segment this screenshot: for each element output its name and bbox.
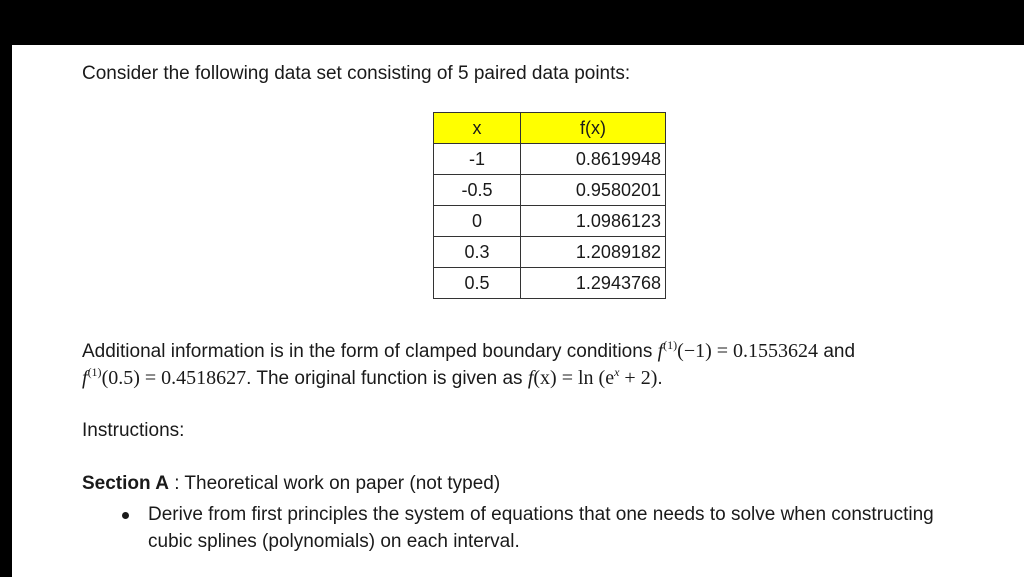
table-cell-x: 0 [434,206,521,237]
table-row [434,237,666,268]
list-item [82,501,962,555]
instructions-label: Instructions: [82,420,185,441]
table-cell-x: 0.3 [434,237,521,268]
table-cell-fx: 1.2089182 [521,237,666,268]
section-a-label: Section A [82,473,169,494]
table-row [434,175,666,206]
section-a-text: : Theoretical work on paper (not typed) [168,473,501,494]
additional-text-2: and [823,341,856,362]
additional-text-3: . The original function is given as [246,368,523,389]
additional-text-4: . [657,368,663,389]
table-row [434,144,666,175]
boundary-condition-2: $f^{(1)}(0.5) = 0.4518627$ [82,365,247,389]
table-cell-x: -1 [434,144,521,175]
table-cell-fx: 0.8619948 [521,144,666,175]
table-cell-fx: 1.2943768 [521,268,666,299]
table-cell-x: -0.5 [434,175,521,206]
table-cell-fx: 1.0986123 [521,206,666,237]
boundary-conditions-paragraph [82,338,1018,392]
table-header-row [434,113,666,144]
column-header-fx: f(x) [521,113,666,144]
table-row [434,268,666,299]
boundary-condition-1: $f^{(1)}(-1) = 0.1553624$ [657,338,819,362]
document-page [12,45,1024,577]
section-a-bullet-list [82,501,962,555]
data-table [433,112,666,299]
column-header-x: x [434,113,521,144]
table-cell-x: 0.5 [434,268,521,299]
original-function: $f(x) = \ln (e^x + 2)$ [527,365,658,389]
table-row [434,206,666,237]
section-a-heading [82,473,500,495]
intro-text: Consider the following data set consisting of 5 paired data points: [82,63,631,84]
table-cell-fx: 0.9580201 [521,175,666,206]
additional-text-1: Additional information is in the form of clamped boundary conditions [82,341,653,362]
bullet-icon [122,512,129,519]
bullet-text: Derive from first principles the system of equations that one needs to solve when constructing cubic splines (polynomials) on each interval. [148,504,934,552]
